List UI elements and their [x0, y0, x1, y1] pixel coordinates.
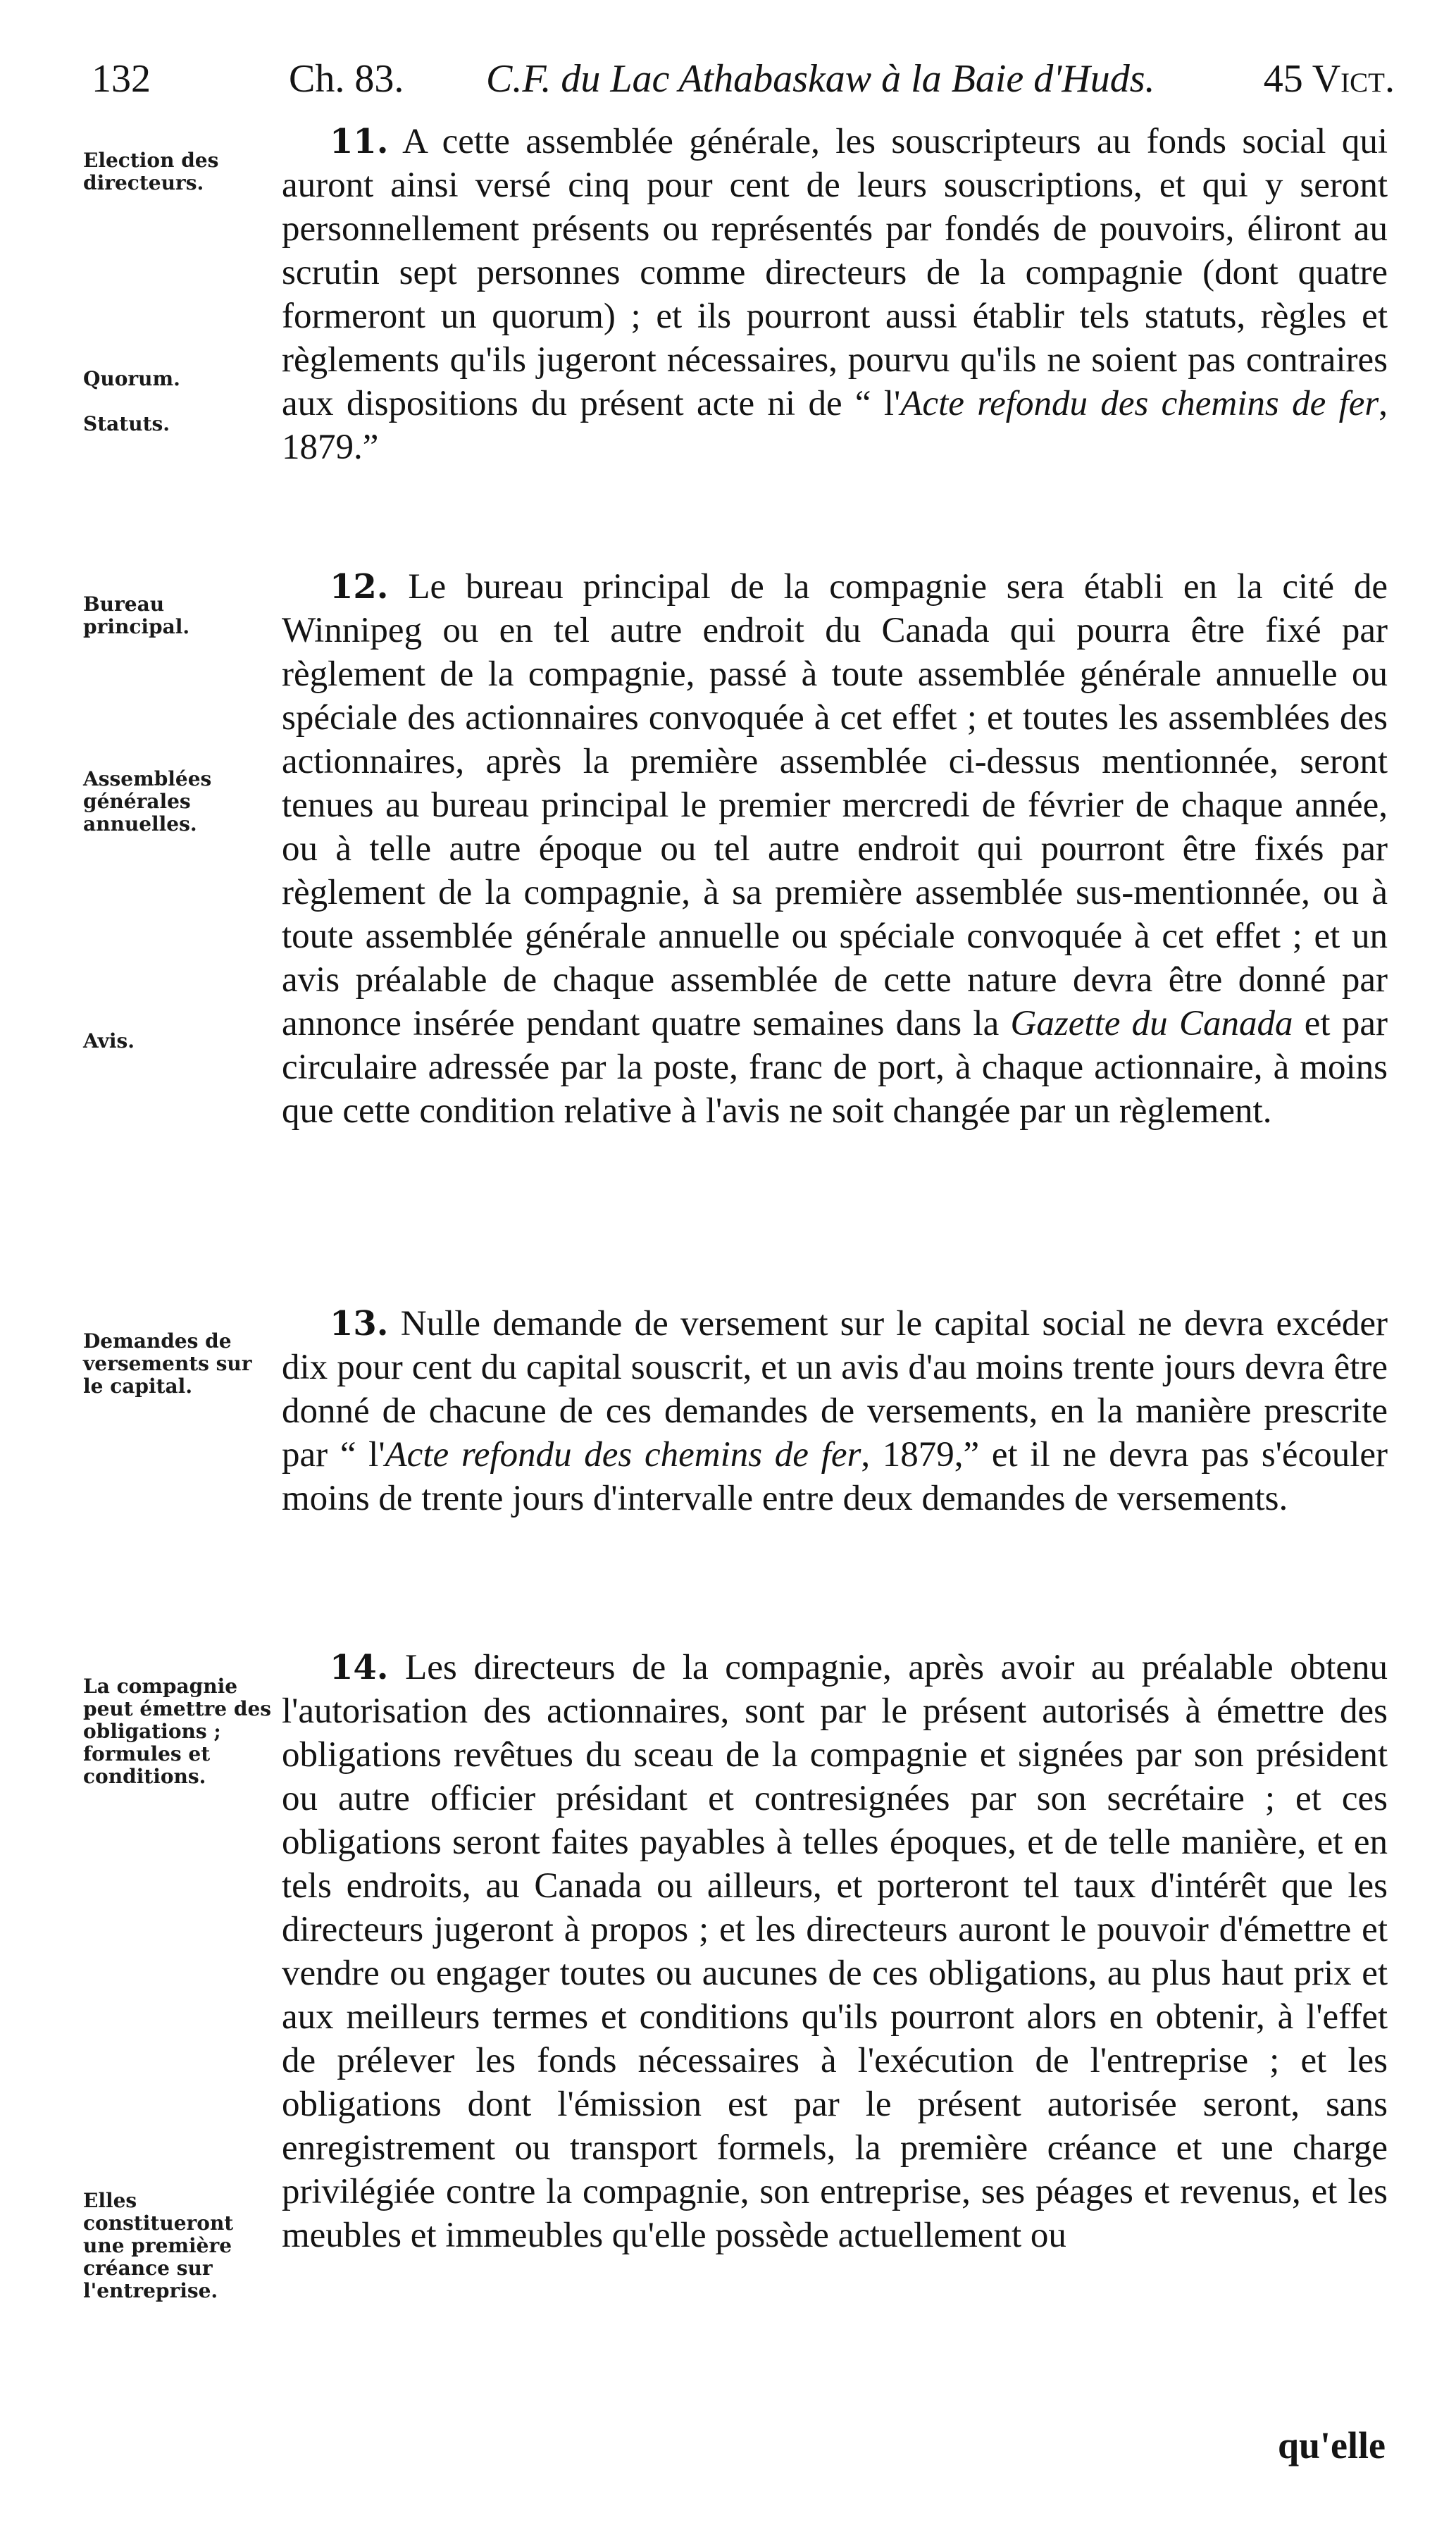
section-text: et par circulaire adressée par la poste, franc de port, à chaque actionnaire, à moins que cette condition relative à l'avis ne soit changée par un règlement. — [282, 1004, 1388, 1131]
section-text: Les directeurs de la compagnie, après avoir au préalable obtenu l'autorisation des actionnaires, sont par le présent autorisés à émettre des obligations revêtues du sceau de la compagnie et signées par son président ou autre officier présidant et contresignées par son secrétaire ; et ces obligations seront faites payables à telles époques, et de telle manière, et en tels endroits, au Canada ou ailleurs, et porteront tel taux d'intérêt que les directeurs jugeront à propos ; et les directeurs auront le pouvoir d'émettre et vendre ou engager toutes ou aucunes de ces obligations, au plus haut prix et aux meilleurs termes et conditions qu'ils pourront alors en obtenir, à l'effet de prélever les fonds nécessaires à l'exécution de l'entreprise ; et les obligations dont l'émission est par le présent autorisée seront, sans enregistrement ou transport formels, la première créance et une charge privilégiée contre la compagnie, son entreprise, ses péages et revenus, et les meubles et immeubles qu'elle possède actuellement ou — [282, 1648, 1388, 2255]
chapter-label: Ch. 83. — [289, 57, 404, 101]
section-text: A cette assemblée générale, les souscripteurs au fonds social qui auront ainsi versé cinq pour cent de leurs souscriptions, et qui y seront personnellement présents ou représentés par fondés de pouvoirs, éliront au scrutin sept personnes comme directeurs de la compagnie (dont quatre formeront un quorum) ; et ils pourront aussi établir tels statuts, règles et règlements qu'ils jugeront nécessaires, pourvu qu'ils ne soient pas contraires aux dispositions du présent acte ni de “ l' — [282, 122, 1388, 423]
section-number: 11. — [330, 122, 389, 161]
margin-note-obligations: La compagnie peut émettre des obligations ; formules et conditions. — [83, 1675, 272, 1788]
section-text: Nulle demande de versement sur le capital social ne devra excéder dix pour cent du capital souscrit, et un avis d'au moins trente jours devra être donné de chacune de ces demandes de versements, en la manière prescrite par “ l' — [282, 1304, 1388, 1475]
margin-note-quorum: Quorum. — [83, 367, 180, 390]
section-number: 12. — [330, 567, 389, 607]
section-italic-text: Acte refondu des chemins de fer — [900, 384, 1379, 423]
margin-note-bureau: Bureau principal. — [83, 592, 190, 638]
margin-note-demandes: Demandes de versements sur le capital. — [83, 1329, 252, 1398]
catchword: qu'elle — [1277, 2424, 1386, 2466]
section-body — [282, 565, 1388, 1133]
section-number: 14. — [330, 1648, 389, 1687]
section-text: , 1879,” et il ne devra pas s'écouler moins de trente jours d'intervalle entre deux demandes de versements. — [282, 1435, 1388, 1518]
section-text: , 1879.” — [282, 384, 1388, 467]
running-title: C.F. du Lac Athabaskaw à la Baie d'Huds. — [486, 57, 1155, 101]
margin-note-creance: Elles constitueront une première créance sur l'entreprise. — [83, 2189, 234, 2302]
section-text: Le bureau principal de la compagnie sera établi en la cité de Winnipeg ou en tel autre endroit du Canada qui pourra être fixé par règlement de la compagnie, passé à toute assemblée générale annuelle ou spéciale des actionnaires convoquée à cet effet ; et toutes les assemblées des actionnaires, après la première assemblée ci-dessus mentionnée, seront tenues au bureau principal le premier mercredi de février de chaque année, ou à telle autre époque ou tel autre endroit qui pourront être fixés par règlement de la compagnie, à sa première assemblée sus-mentionnée, ou à toute assemblée générale annuelle ou spéciale convoquée à cet effet ; et un avis préalable de chaque assemblée de cette nature devra être donné par annonce insérée pendant quatre semaines dans la — [282, 567, 1388, 1043]
margin-note-statuts: Statuts. — [83, 412, 170, 435]
section-body — [282, 1646, 1388, 2257]
margin-note-election: Election des directeurs. — [83, 149, 219, 194]
section-body — [282, 1302, 1388, 1520]
section-number: 13. — [330, 1304, 389, 1343]
margin-note-assemblees: Assemblées générales annuelles. — [83, 767, 212, 836]
section-italic-text: Gazette du Canada — [1010, 1004, 1293, 1043]
regnal-year: 45 Vict. — [1263, 57, 1395, 101]
running-header — [92, 51, 1395, 107]
margin-note-avis: Avis. — [83, 1029, 135, 1053]
page-number: 132 — [92, 57, 151, 101]
section-body — [282, 120, 1388, 469]
section-italic-text: Acte refondu des chemins de fer — [385, 1435, 861, 1475]
